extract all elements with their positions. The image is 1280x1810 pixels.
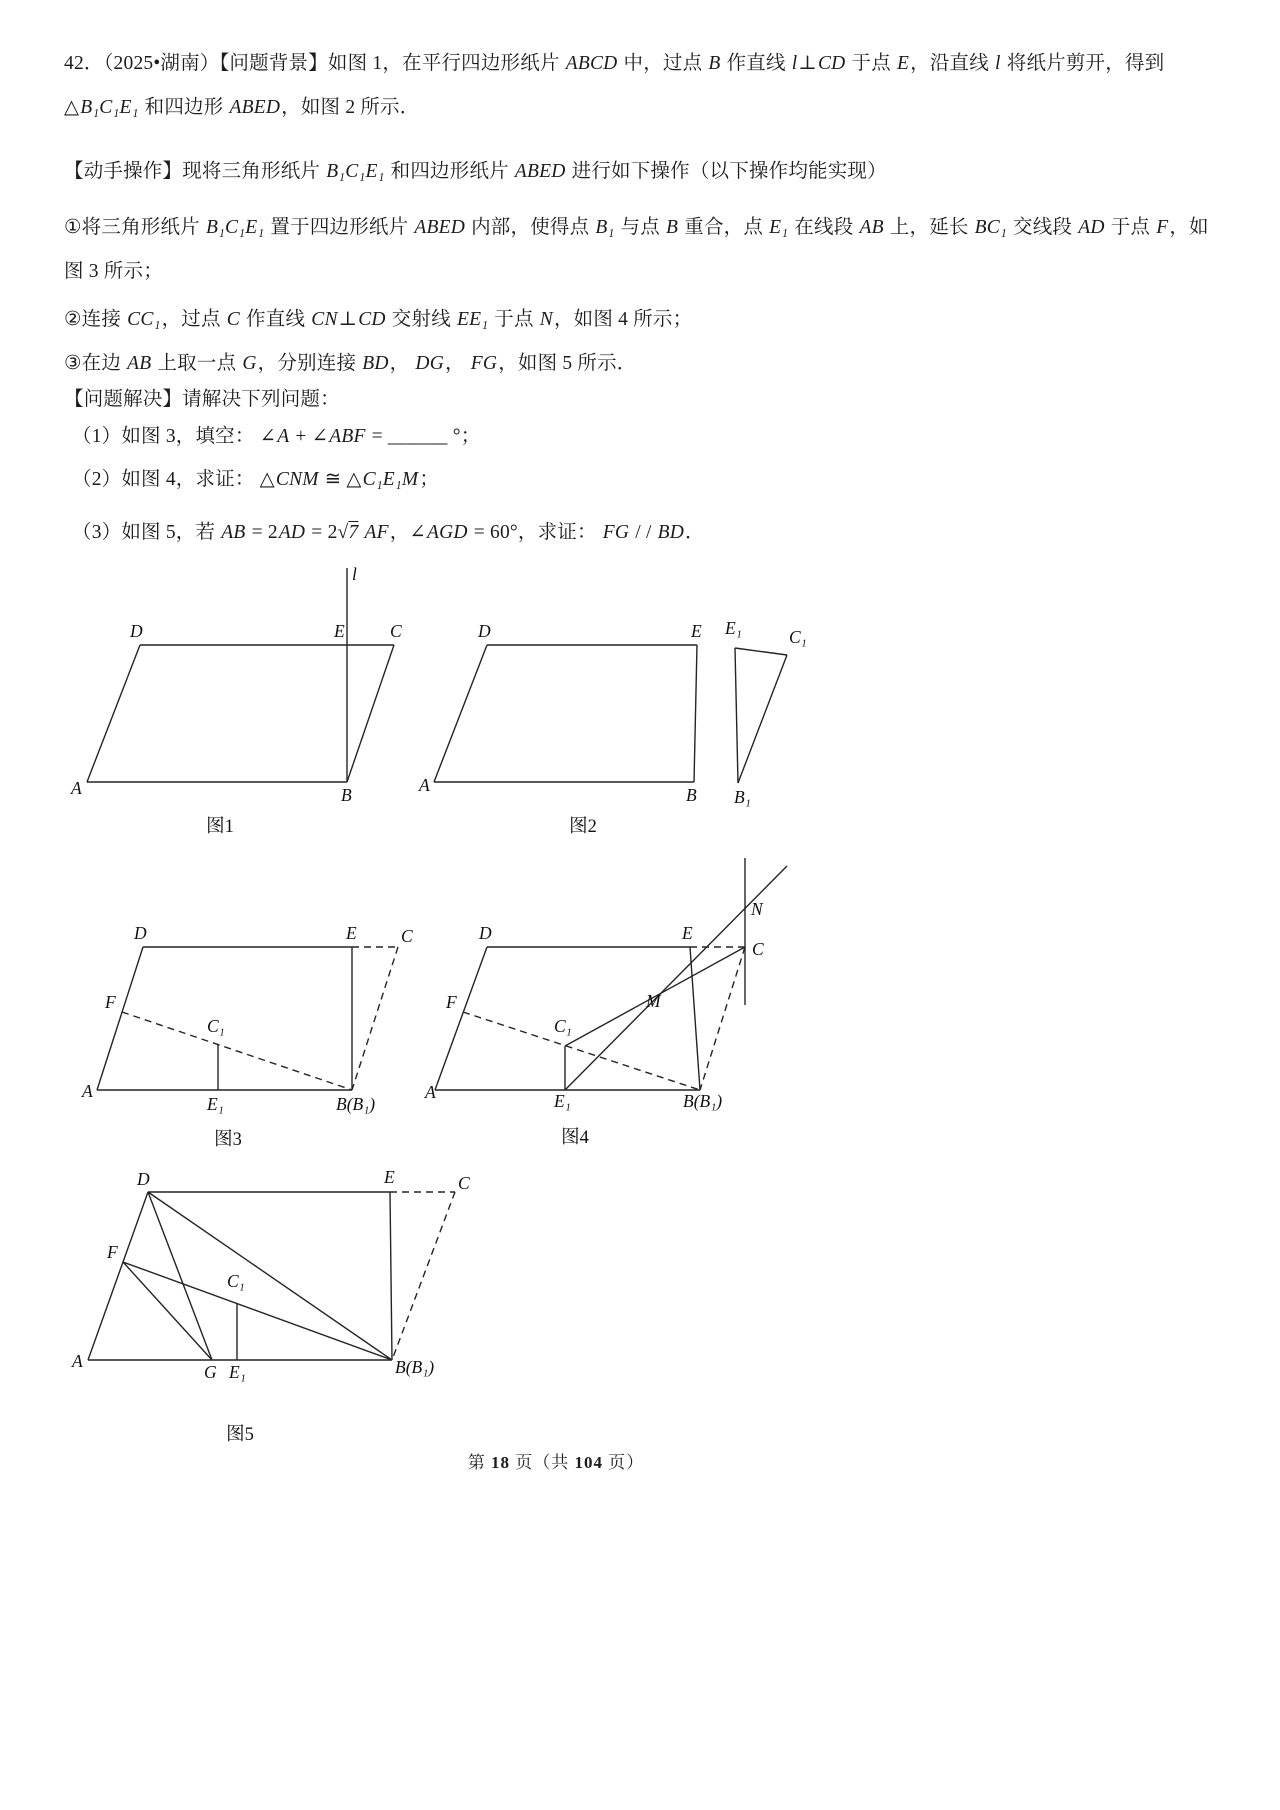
text-segment: 交射线 xyxy=(386,309,456,330)
text-segment: 于点 xyxy=(1105,217,1156,238)
vertex-label: C xyxy=(401,926,413,946)
text-segment: （1）如图 3，填空： ∠ xyxy=(72,426,277,447)
text-segment: C₁E₁M xyxy=(362,469,419,490)
text-segment: AD xyxy=(278,522,306,543)
text-segment: = xyxy=(366,426,388,447)
figure-5-connected-segments xyxy=(65,1167,470,1460)
text-segment: ， xyxy=(389,353,415,374)
text-segment: 【问题解决】请解决下列问题： xyxy=(64,389,340,410)
text-segment: 于点 xyxy=(489,309,539,330)
vertex-label: E xyxy=(346,923,357,943)
figure-caption: 图4 xyxy=(561,1128,589,1148)
figure-line xyxy=(148,1192,392,1360)
text-segment: ，如图 2 所示． xyxy=(281,97,420,118)
text-segment: BD xyxy=(657,522,685,543)
text-segment: F xyxy=(1156,217,1169,238)
vertex-label: E xyxy=(691,621,702,641)
vertex-label: M xyxy=(646,991,661,1011)
vertex-label: A xyxy=(72,1351,83,1371)
figure-line xyxy=(735,648,787,655)
figure-4-perpendicular-construction xyxy=(425,855,800,1155)
text-segment: ABED xyxy=(414,217,466,238)
figure-line xyxy=(435,947,487,1090)
text-segment: E xyxy=(897,53,910,74)
text-segment: 上，延长 xyxy=(884,217,974,238)
vertex-label: F xyxy=(446,992,457,1012)
vertex-label: C xyxy=(390,621,402,641)
text-segment: l xyxy=(995,53,1001,74)
vertex-label: C xyxy=(458,1173,470,1193)
text-segment: ③在边 xyxy=(64,353,127,374)
text-segment: 于点 xyxy=(846,53,897,74)
figure-line xyxy=(694,645,697,782)
text-segment: 页（共 xyxy=(510,1453,575,1472)
text-segment: 作直线 xyxy=(240,309,311,330)
text-segment: 上取一点 xyxy=(152,353,242,374)
text-segment: ABF xyxy=(329,426,366,447)
text-segment: E₁ xyxy=(769,217,789,238)
text-segment: ，如图 3 所示； xyxy=(64,217,1209,282)
text-segment: ______ xyxy=(387,426,448,447)
text-segment: ，∠ xyxy=(389,522,426,543)
text-segment: CD xyxy=(817,53,846,74)
vertex-label: E xyxy=(682,923,693,943)
figure-line-dashed xyxy=(463,1012,700,1090)
text-segment: B xyxy=(708,53,721,74)
text-segment: G xyxy=(242,353,257,374)
text-segment: N xyxy=(539,309,553,330)
text-segment: = 2 xyxy=(306,522,338,543)
text-segment: CC₁ xyxy=(127,309,161,330)
text-segment: A xyxy=(277,426,290,447)
text-segment: 42．（2025•湖南）【问题背景】如图 1，在平行四边形纸片 xyxy=(64,53,565,74)
vertex-label: G xyxy=(204,1362,217,1382)
problem-solving-header xyxy=(64,382,1216,417)
vertex-label: E₁ xyxy=(725,618,742,638)
text-segment: 内部，使得点 xyxy=(466,217,595,238)
text-segment: 104 xyxy=(574,1453,603,1472)
vertex-label: D xyxy=(134,923,147,943)
text-segment: °； xyxy=(447,426,481,447)
vertex-label: C₁ xyxy=(227,1271,245,1291)
figure-caption: 图1 xyxy=(206,817,234,837)
vertex-label: D xyxy=(479,923,492,943)
figure-line xyxy=(88,1192,148,1360)
step-2 xyxy=(64,298,1216,342)
vertex-label: D xyxy=(130,621,143,641)
text-segment: ⊥ xyxy=(338,309,358,330)
text-segment: C xyxy=(226,309,240,330)
figure-caption: 图3 xyxy=(214,1130,242,1150)
step-1 xyxy=(64,206,1216,294)
text-segment: （3）如图 5，若 xyxy=(72,522,221,543)
text-segment: ②连接 xyxy=(64,309,127,330)
text-segment: √ xyxy=(337,522,349,543)
figure-3-triangle-inside-quadrilateral xyxy=(80,925,420,1160)
text-segment: CNM xyxy=(275,469,319,490)
text-segment: 页） xyxy=(603,1453,645,1472)
text-segment: FG xyxy=(470,353,498,374)
vertex-label: E xyxy=(334,621,345,641)
vertex-label: B xyxy=(341,785,352,805)
text-segment: CD xyxy=(358,309,386,330)
text-segment: ABED xyxy=(229,97,281,118)
text-segment: ， xyxy=(445,353,470,374)
text-segment: l xyxy=(791,53,798,74)
text-segment: ABCD xyxy=(565,53,618,74)
text-segment: AD xyxy=(1078,217,1105,238)
problem-statement xyxy=(64,42,1216,130)
vertex-label: C₁ xyxy=(554,1016,572,1036)
problem-text-block xyxy=(64,42,1216,555)
text-segment: ； xyxy=(419,469,440,490)
figure-2-quadrilateral-and-triangle xyxy=(415,560,815,850)
figure-line-dashed xyxy=(352,947,398,1090)
text-segment: EE₁ xyxy=(456,309,489,330)
text-segment: （2）如图 4，求证： △ xyxy=(72,469,275,490)
vertex-label: B₁ xyxy=(734,787,751,807)
text-segment: AGD xyxy=(426,522,468,543)
vertex-label: E₁ xyxy=(554,1091,571,1111)
text-segment: = 2 xyxy=(246,522,278,543)
text-segment: ，如图 4 所示； xyxy=(553,309,693,330)
text-segment: ≅ △ xyxy=(319,469,362,490)
text-segment: 和四边形纸片 xyxy=(385,161,514,182)
text-segment: 18 xyxy=(491,1453,510,1472)
step-3 xyxy=(64,342,1216,386)
figure-line xyxy=(123,1262,392,1360)
figure-line xyxy=(123,1262,212,1360)
text-segment: 与点 xyxy=(615,217,666,238)
text-segment: 进行如下操作（以下操作均能实现） xyxy=(566,161,887,182)
text-segment: = 60°，求证： xyxy=(468,522,602,543)
vertex-label: C₁ xyxy=(207,1016,225,1036)
vertex-label: l xyxy=(352,564,357,584)
text-segment: ． xyxy=(685,522,705,543)
question-3 xyxy=(64,511,1216,555)
text-segment: FG xyxy=(602,522,630,543)
text-segment: 第 xyxy=(467,1453,491,1472)
text-segment: BC₁ xyxy=(974,217,1007,238)
text-segment: ⊥ xyxy=(798,53,817,74)
text-segment: AB xyxy=(859,217,884,238)
question-2 xyxy=(64,462,1216,497)
hands-on-section xyxy=(64,150,1216,194)
vertex-label: A xyxy=(419,775,430,795)
text-segment: 作直线 xyxy=(721,53,791,74)
page-footer xyxy=(0,1448,1112,1473)
figure-caption: 图5 xyxy=(226,1425,254,1445)
figure-line-dashed xyxy=(392,1192,455,1360)
figure-line xyxy=(738,655,787,783)
vertex-label: E xyxy=(384,1167,395,1187)
figure-line-dashed xyxy=(122,1012,352,1090)
text-segment: AB xyxy=(221,522,246,543)
figure-line xyxy=(735,648,738,783)
text-segment: + ∠ xyxy=(290,426,329,447)
text-segment: AF xyxy=(364,522,389,543)
vertex-label: D xyxy=(478,621,491,641)
text-segment: / / xyxy=(630,522,657,543)
vertex-label: B xyxy=(686,785,697,805)
figure-line xyxy=(148,1192,212,1360)
text-segment: ，过点 xyxy=(161,309,226,330)
figure-line xyxy=(434,645,487,782)
vertex-label: F xyxy=(107,1242,118,1262)
figure-line xyxy=(87,645,140,782)
vertex-label: D xyxy=(137,1169,150,1189)
text-segment: ①将三角形纸片 xyxy=(64,217,205,238)
text-segment: 将纸片剪开，得到△ xyxy=(64,53,1165,118)
text-segment: B₁C₁E₁ xyxy=(326,161,385,182)
figure-line xyxy=(347,645,394,782)
text-segment: 在线段 xyxy=(789,217,859,238)
text-segment: 和四边形 xyxy=(139,97,229,118)
text-segment: 交线段 xyxy=(1007,217,1078,238)
vertex-label: A xyxy=(82,1081,93,1101)
text-segment: ，如图 5 所示． xyxy=(498,353,637,374)
text-segment: ，沿直线 xyxy=(910,53,995,74)
text-segment: BD xyxy=(362,353,389,374)
vertex-label: B(B₁) xyxy=(336,1094,376,1114)
figure-caption: 图2 xyxy=(569,817,597,837)
question-1 xyxy=(64,419,1216,454)
figure-1-parallelogram xyxy=(60,560,420,850)
text-segment: B xyxy=(666,217,679,238)
vertex-label: B(B₁) xyxy=(683,1091,723,1111)
text-segment: 置于四边形纸片 xyxy=(265,217,414,238)
vertex-label: E₁ xyxy=(229,1362,246,1382)
text-segment: ABED xyxy=(514,161,566,182)
text-segment: AB xyxy=(127,353,152,374)
vertex-label: C xyxy=(752,939,764,959)
text-segment: 7 xyxy=(348,522,359,543)
vertex-label: F xyxy=(105,992,116,1012)
text-segment: ，分别连接 xyxy=(257,353,362,374)
text-segment: B₁C₁E₁ xyxy=(205,217,265,238)
text-segment: 中，过点 xyxy=(618,53,708,74)
vertex-label: N xyxy=(751,899,763,919)
figure-line xyxy=(97,947,143,1090)
text-segment: 重合，点 xyxy=(679,217,769,238)
text-segment: 【动手操作】现将三角形纸片 xyxy=(64,161,326,182)
figure-line xyxy=(690,947,700,1090)
text-segment: CN xyxy=(311,309,338,330)
vertex-label: A xyxy=(425,1082,436,1102)
vertex-label: A xyxy=(71,778,82,798)
text-segment: DG xyxy=(415,353,444,374)
vertex-label: C₁ xyxy=(789,627,807,647)
text-segment: B₁C₁E₁ xyxy=(80,97,139,118)
figure-line xyxy=(390,1192,392,1360)
vertex-label: E₁ xyxy=(207,1094,224,1114)
vertex-label: B(B₁) xyxy=(395,1357,435,1377)
text-segment: B₁ xyxy=(595,217,615,238)
